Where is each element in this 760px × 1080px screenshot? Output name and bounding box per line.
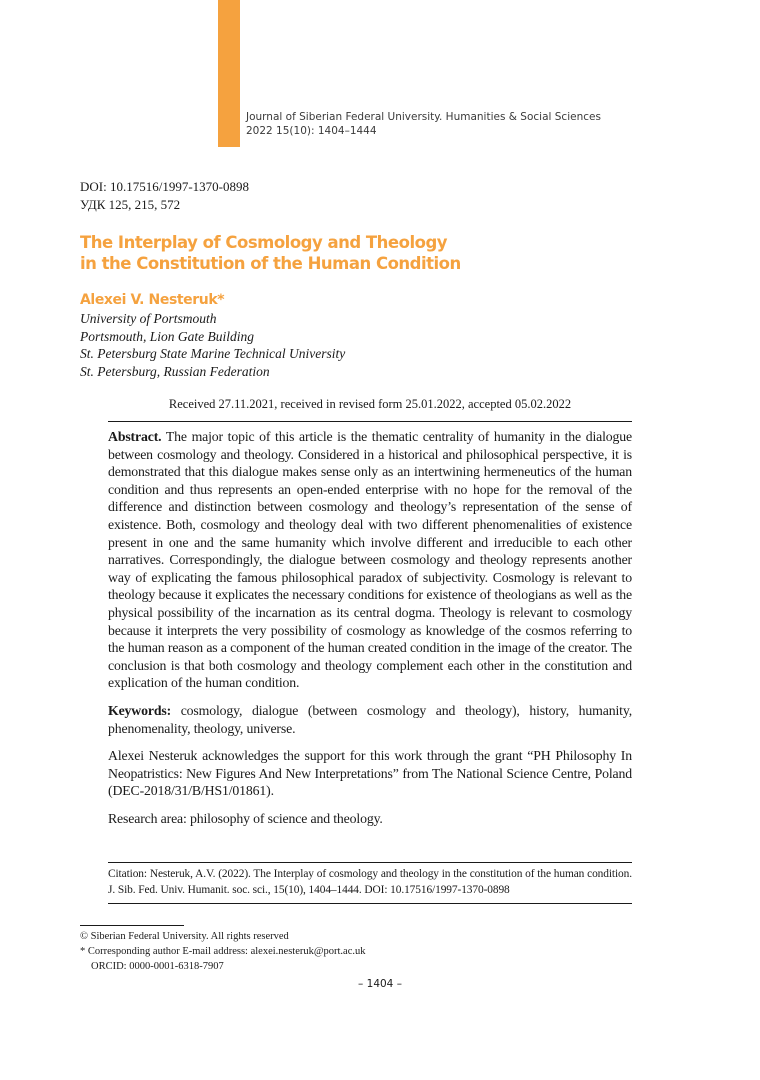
journal-name: Journal of Siberian Federal University. Humanities & Social Sciences bbox=[246, 111, 601, 123]
abstract-label: Abstract. bbox=[108, 429, 162, 444]
affiliation-line: University of Portsmouth bbox=[80, 311, 217, 326]
acknowledgement: Alexei Nesteruk acknowledges the support for this work through the grant “PH Philosophy In Neopatristics: New Figures And New Interpretations” from The National Science Centre, Poland (DEC-2018/31/B/HS1/01861). bbox=[108, 748, 632, 799]
affiliation-line: St. Petersburg, Russian Federation bbox=[80, 363, 270, 379]
abstract bbox=[108, 428, 632, 692]
article-title bbox=[80, 232, 680, 274]
abstract-text: The major topic of this article is the thematic centrality of humanity in the dialogue between cosmology and theology. Considered in a historical and philosophical perspective, it is demonstrated that this dialogue makes sense only as an intertwining hermeneutics of the human condition and thus represents an open-ended enterprise with no hope for the removal of the difference and distinction between cosmology and theology’s representation of the sense of existence. Both, cosmology and theology deal with two different phenomenalities of existence present in one and the same humanity which involve different and irreducible to each other narratives. Correspondingly, the dialogue between cosmology and theology represents another way of explicating the famous philosophical paradox of subjectivity. Cosmology is relevant to theology because it explicates the necessary conditions for existence of theologians as well as the physical possibility of the incarnation as its central dogma. Theology is relevant to cosmology because it interprets the very possibility of cosmology as knowledge of the cosmos referring to the human reason as a component of the human created condition in the image of the creator. The conclusion is that both cosmology and theology complement each other in the constitution and explication of the human condition. bbox=[108, 429, 632, 691]
received-dates: Received 27.11.2021, received in revised form 25.01.2022, accepted 05.02.2022 bbox=[168, 397, 572, 411]
title-line-1: The Interplay of Cosmology and Theology bbox=[80, 233, 448, 252]
abstract-top-rule bbox=[108, 421, 632, 422]
journal-accent-bar bbox=[218, 0, 240, 147]
research-area: Research area: philosophy of science and theology. bbox=[108, 810, 383, 826]
corresponding-author-note: * Corresponding author E-mail address: alexei.nesteruk@port.ac.uk bbox=[80, 946, 366, 957]
page-number: – 1404 – bbox=[358, 978, 402, 990]
affiliation-line: St. Petersburg State Marine Technical University bbox=[80, 346, 346, 361]
citation-top-rule bbox=[108, 862, 632, 863]
affiliation-line: Portsmouth, Lion Gate Building bbox=[80, 328, 255, 344]
keywords bbox=[108, 702, 632, 737]
doi[interactable]: DOI: 10.17516/1997-1370-0898 bbox=[80, 179, 249, 194]
article-identifiers bbox=[80, 178, 249, 214]
udk: УДК 125, 215, 572 bbox=[80, 197, 181, 212]
journal-header bbox=[246, 110, 726, 138]
author-affiliations bbox=[80, 310, 345, 380]
citation: Citation: Nesteruk, A.V. (2022). The Interplay of cosmology and theology in the constitution of the human condition. J. Sib. Fed. Univ. Humanit. soc. sci., 15(10), 1404–1444. DOI: 10.17516/1997-1370-0898 bbox=[108, 868, 632, 896]
footnotes bbox=[80, 929, 366, 974]
citation-bottom-rule bbox=[108, 903, 632, 904]
orcid-note: ORCID: 0000-0001-6318-7907 bbox=[91, 961, 224, 972]
title-line-2: in the Constitution of the Human Condition bbox=[80, 254, 461, 273]
author-name: Alexei V. Nesteruk* bbox=[80, 292, 225, 308]
keywords-text: cosmology, dialogue (between cosmology and theology), history, humanity, phenomenality, theology, universe. bbox=[108, 702, 632, 736]
copyright-note: © Siberian Federal University. All rights reserved bbox=[80, 931, 289, 942]
abstract-block bbox=[108, 428, 632, 827]
footnote-rule bbox=[80, 925, 184, 926]
keywords-label: Keywords: bbox=[108, 702, 172, 718]
journal-issue: 2022 15(10): 1404–1444 bbox=[246, 125, 377, 137]
